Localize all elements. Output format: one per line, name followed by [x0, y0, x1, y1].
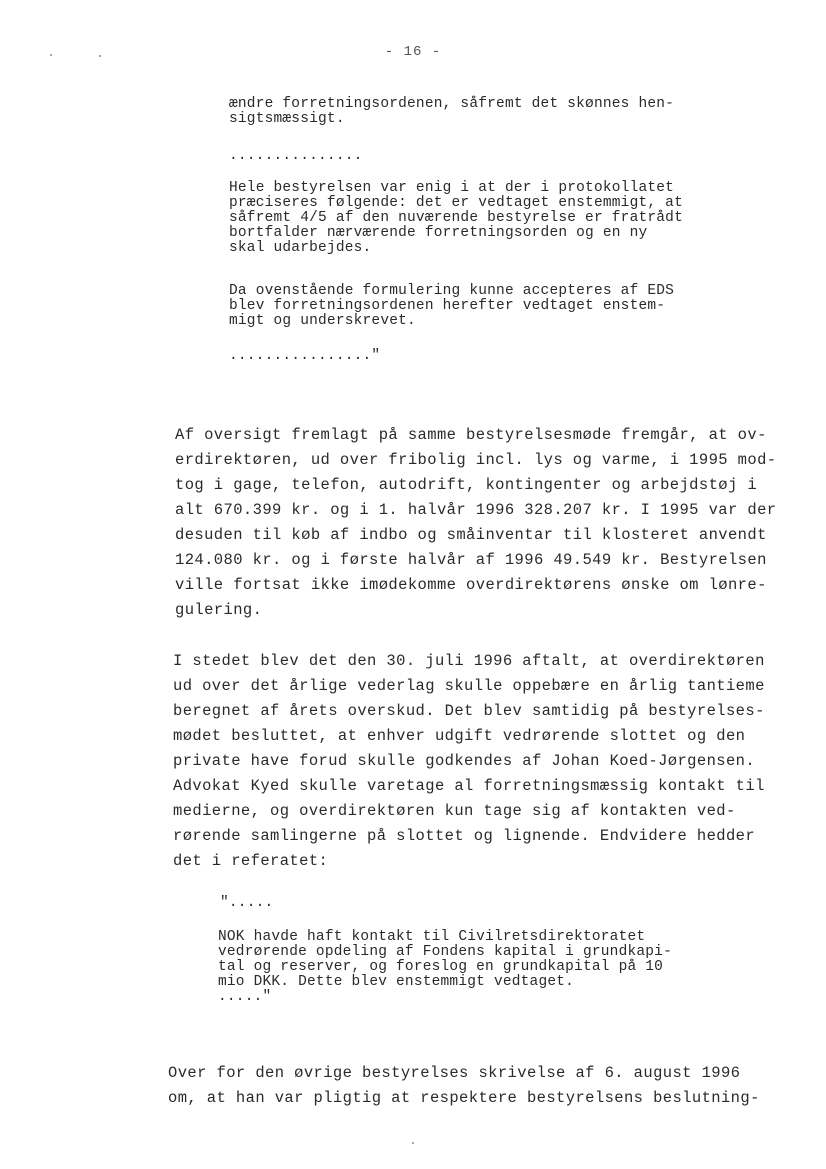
quote2-ellipsis-start: "..... — [220, 895, 274, 911]
quote1-ellipsis: ............... — [229, 148, 363, 164]
body-paragraph-1: Af oversigt fremlagt på samme bestyrelsesmøde fremgår, at ov- erdirektøren, ud over fribolig incl. lys og varme, i 1995 mod- tog i gage, telefon, autodrift, kontingenter og arbejdstøj i alt 670.399 kr. og i 1. halvår 1996 328.207 kr. I 1995 var der desuden til køb af indbo og småinventar til klosteret anvendt 124.080 kr. og i første halvår af 1996 49.549 kr. Bestyrelsen ville fortsat ikke imødekomme overdirektørens ønske om lønre- gulering. — [175, 426, 777, 619]
quote1-paragraph-2: Hele bestyrelsen var enig i at der i protokollatet præciseres følgende: det er vedtaget enstemmigt, at såfremt 4/5 af den nuværende bestyrelse er fratrådt bortfalder nærværende forretningsorden og en ny skal udarbejdes. — [229, 180, 683, 256]
body-paragraph-2: I stedet blev det den 30. juli 1996 aftalt, at overdirektøren ud over det årlige vederlag skulle oppebære en årlig tantieme beregnet af årets overskud. Det blev samtidig på bestyrelses- mødet besluttet, at enhver udgift vedrørende slottet og den private have forud skulle godkendes af Johan Koed-Jørgensen. Advokat Kyed skulle varetage al forretningsmæssig kontakt til medierne, og overdirektøren kun tage sig af kontakten ved- rørende samlingerne på slottet og lignende. Endvidere hedder det i referatet: — [173, 652, 765, 870]
quote2-paragraph: NOK havde haft kontakt til Civilretsdirektoratet vedrørende opdeling af Fondens kapital i grundkapi- tal og reserver, og foreslog en grundkapital på 10 mio DKK. Dette blev enstemmigt vedtaget. — [218, 929, 672, 990]
quote1-paragraph-3: Da ovenstående formulering kunne accepteres af EDS blev forretningsordenen herefter vedtaget enstem- migt og underskrevet. — [229, 283, 675, 329]
scan-speck — [412, 1142, 414, 1144]
quote2-ellipsis-end: ....." — [218, 989, 272, 1005]
quote1-paragraph-1: ændre forretningsordenen, såfremt det skønnes hen- sigtsmæssigt. — [229, 96, 675, 127]
page-number: - 16 - — [384, 44, 442, 60]
body-paragraph-3: Over for den øvrige bestyrelses skrivelse af 6. august 1996 om, at han var pligtig at respektere bestyrelsens beslutning- — [168, 1064, 760, 1107]
quote1-ellipsis-end: ................" — [229, 348, 381, 364]
